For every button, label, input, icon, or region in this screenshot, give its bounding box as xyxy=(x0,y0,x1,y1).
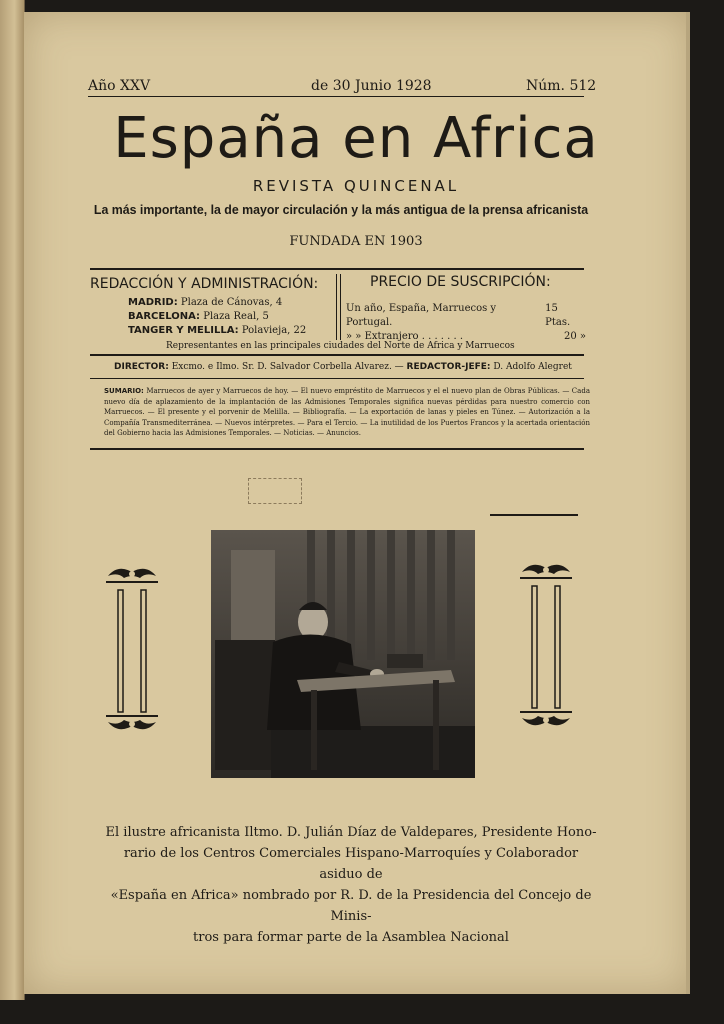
suscripcion-heading: PRECIO DE SUSCRIPCIÓN: xyxy=(370,274,551,290)
issue-date: de 30 Junio 1928 xyxy=(311,78,432,94)
info-divider xyxy=(336,274,337,340)
magazine-title: España en Africa xyxy=(113,106,599,171)
suscripcion-prices xyxy=(346,302,586,344)
header-rule xyxy=(88,96,584,97)
magazine-tagline: La más importante, la de mayor circulación y la más antigua de la prensa africanista xyxy=(93,202,589,217)
right-ornament xyxy=(516,558,576,730)
faded-stamp xyxy=(248,478,302,504)
redaccion-heading: REDACCIÓN Y ADMINISTRACIÓN: xyxy=(90,276,319,292)
caption-line: «España en Africa» nombrado por R. D. de la Presidencia del Concejo de Minis- xyxy=(110,888,592,924)
info-divider-2 xyxy=(340,274,341,340)
sumario-block xyxy=(104,386,590,439)
caption-line: El ilustre africanista Iltmo. D. Julián Díaz de Valdepares, Presidente Hono- xyxy=(105,825,597,840)
address-line-madrid: MADRID: Plaza de Cánovas, 4 xyxy=(128,297,283,308)
magazine-subtitle: REVISTA QUINCENAL xyxy=(252,177,460,195)
sumario-top-rule xyxy=(90,378,584,379)
sumario-label: SUMARIO: xyxy=(104,387,144,395)
portrait-illustration xyxy=(211,530,475,778)
representantes-line: Representantes en las principales ciudades del Norte de Africa y Marruecos xyxy=(166,341,515,351)
sumario-bottom-rule xyxy=(90,448,584,450)
redaccion-addresses xyxy=(128,296,336,338)
price-row-foreign: » » Extranjero . . . . . . . 20 » xyxy=(346,331,586,342)
magazine-cover-page xyxy=(24,12,690,994)
page-right-edge xyxy=(686,12,690,994)
issue-number: Núm. 512 xyxy=(526,78,597,94)
address-line-tanger: TANGER Y MELILLA: Polavieja, 22 xyxy=(128,325,307,336)
staff-top-rule xyxy=(90,354,584,356)
short-rule xyxy=(490,514,578,516)
left-ornament xyxy=(102,562,162,734)
year-label: Año XXV xyxy=(88,78,151,94)
sumario-text: Marruecos de ayer y Marruecos de hoy. — El nuevo empréstito de Marruecos y el el nuevo plan de Obras Públicas. — Cada nuevo día de aplazamiento de la implantación de las Admisiones Temporales significa nuevas pérdidas para nuestro comercio con Marruecos. — El presente y el porvenir de Melilla. — Bibliografía. — La exportación de lanas y pieles en Túnez. — Autorización a la Compañía Transmediterránea. — Nuevos intérpretes. — Para el Tercio. — La inutilidad de los Puertos Francos y la acertada orientación del Gobierno hacia las Admisiones Temporales. — Noticias. — Anuncios. xyxy=(104,387,590,437)
info-top-rule xyxy=(90,268,584,270)
photo-caption xyxy=(104,822,598,948)
facing-page-edge xyxy=(0,0,25,1000)
address-line-barcelona: BARCELONA: Plaza Real, 5 xyxy=(128,311,269,322)
founded-line: FUNDADA EN 1903 xyxy=(289,234,423,249)
price-row-domestic: Un año, España, Marruecos y Portugal. 15 Ptas. xyxy=(346,303,571,328)
staff-line: DIRECTOR: Excmo. e Ilmo. Sr. D. Salvador Corbella Alvarez. — REDACTOR-JEFE: D. Adolfo Alegret xyxy=(114,362,572,372)
caption-line: rario de los Centros Comerciales Hispano-Marroquíes y Colaborador asiduo de xyxy=(123,846,579,882)
portrait-photo xyxy=(211,530,475,778)
caption-line: tros para formar parte de la Asamblea Nacional xyxy=(193,930,509,945)
